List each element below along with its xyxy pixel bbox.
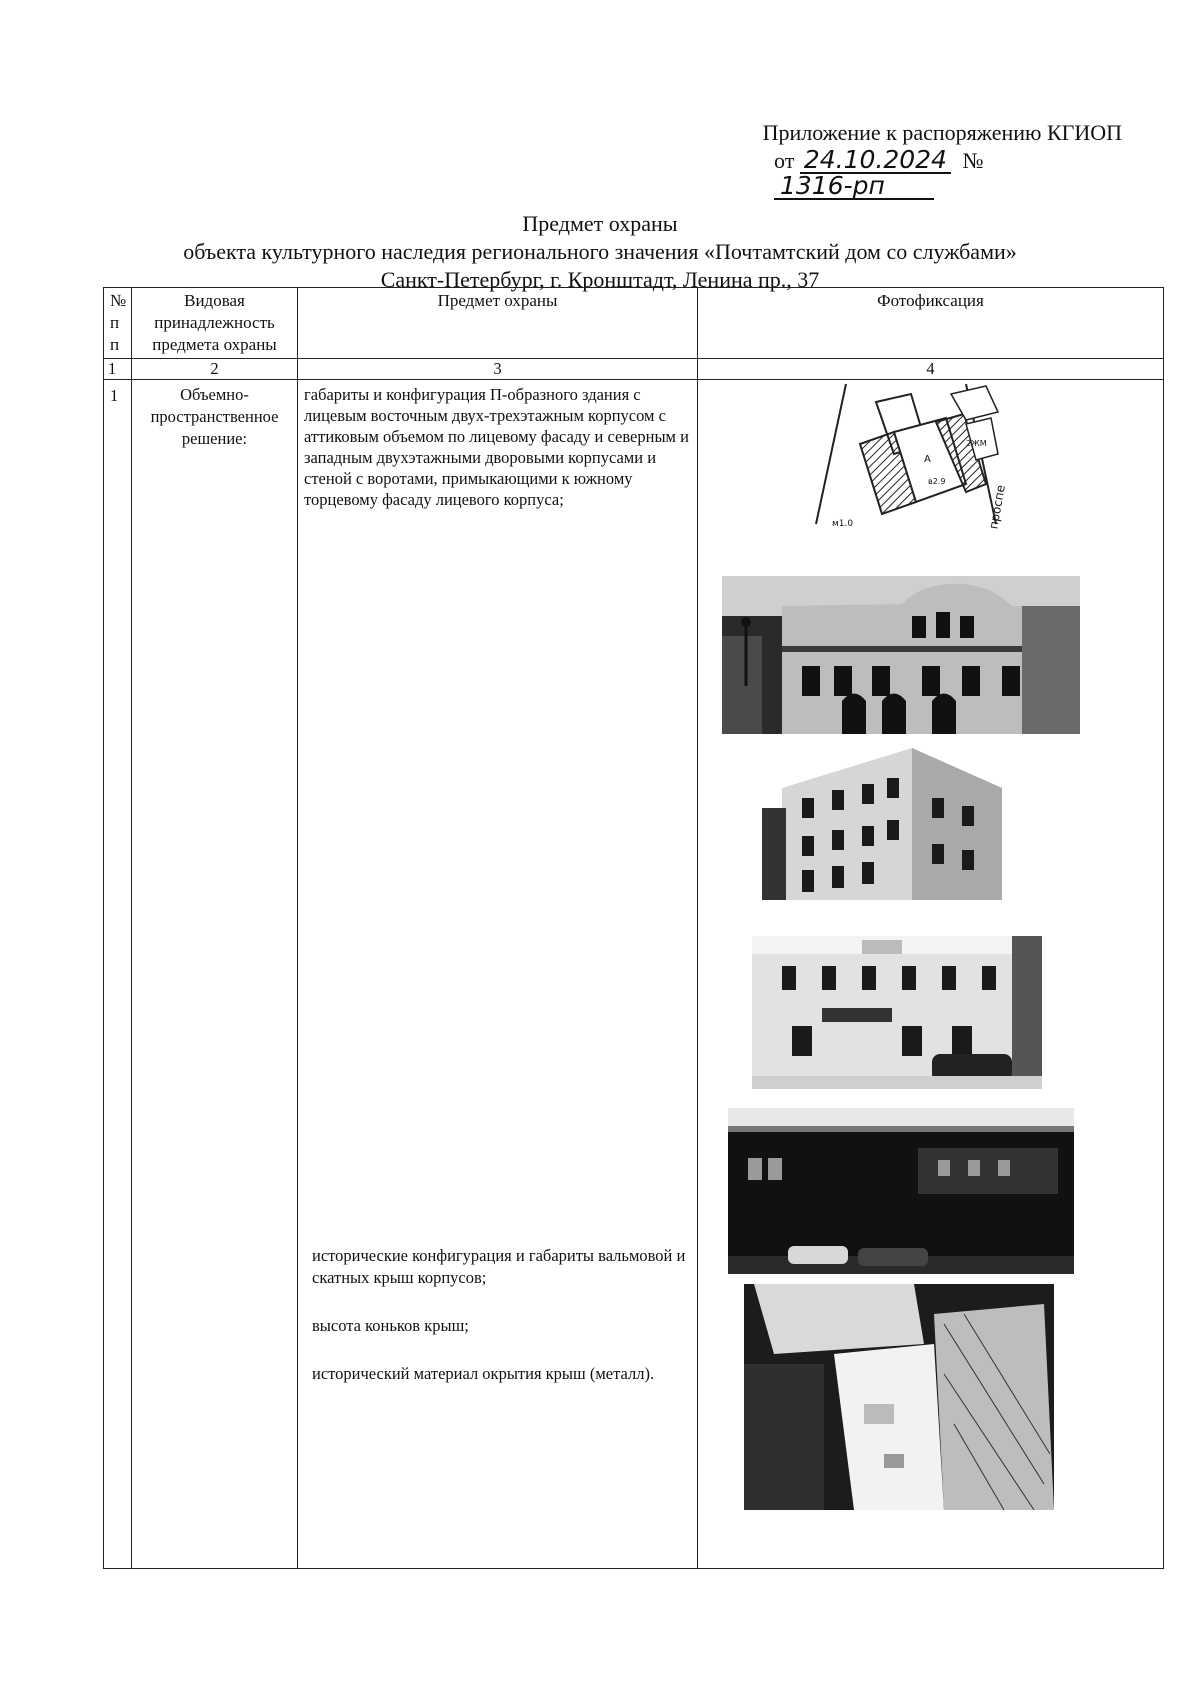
subject-ridge-height: высота коньков крыш; xyxy=(312,1316,469,1335)
plan-label-e: м1.0 xyxy=(832,519,854,529)
header-category-line1: Видовая xyxy=(184,291,245,310)
col-number-3: 3 xyxy=(298,359,698,380)
document-titles xyxy=(60,210,1140,294)
photo-dark-facade xyxy=(728,1108,1074,1274)
column-number-row xyxy=(104,359,1164,380)
from-label: от xyxy=(774,148,795,173)
header-category-line3: предмета охраны xyxy=(152,335,277,354)
subject-roof-material: исторический материал окрытия крыш (металл). xyxy=(312,1364,655,1383)
header-category xyxy=(132,288,298,359)
col-number-2: 2 xyxy=(132,359,298,380)
photo-site-plan xyxy=(816,384,1008,534)
photo-column xyxy=(698,380,1163,1560)
header-num xyxy=(104,288,132,359)
number-label: № xyxy=(962,148,984,173)
row-number: 1 xyxy=(104,380,132,1569)
col-number-1: 1 xyxy=(104,359,132,380)
category-line2: пространственное xyxy=(150,407,279,426)
order-number: 1316-рп xyxy=(774,174,934,200)
annex-date-number xyxy=(702,145,1122,200)
photo-aerial-roofs xyxy=(744,1284,1054,1510)
subject-roof-configuration: исторические конфигурация и габариты вальмовой и скатных крыш корпусов; xyxy=(312,1246,686,1287)
header-num-line1: № xyxy=(110,291,127,310)
header-num-line3: п xyxy=(110,335,120,354)
title-address: Санкт-Петербург, г. Кронштадт, Ленина пр., 37 xyxy=(380,267,820,292)
front-facade-image xyxy=(722,576,1080,734)
header-subject: Предмет охраны xyxy=(298,288,698,359)
row-subject xyxy=(298,380,698,1569)
table-row xyxy=(104,380,1164,1569)
subject-roofs-block xyxy=(304,1245,691,1385)
street-facade-image xyxy=(752,936,1042,1089)
title-object: объекта культурного наследия регионального значения «Почтамтский дом со службами» xyxy=(183,239,1017,264)
header-num-line2: п xyxy=(110,313,120,332)
annex-header xyxy=(702,120,1122,200)
aerial-roofs-image xyxy=(744,1284,1054,1510)
dark-facade-image xyxy=(728,1108,1074,1274)
plan-label-d: в2.9 xyxy=(928,477,946,486)
photo-street-facade xyxy=(752,936,1042,1089)
title-main: Предмет охраны xyxy=(522,211,678,236)
plan-label-a: А xyxy=(924,454,931,465)
annex-title: Приложение к распоряжению КГИОП xyxy=(762,120,1122,145)
row-photos xyxy=(698,380,1164,1569)
category-line3: решение: xyxy=(181,429,248,448)
header-photos: Фотофиксация xyxy=(698,288,1164,359)
header-category-line2: принадлежность xyxy=(154,313,275,332)
header-row xyxy=(104,288,1164,359)
col-number-4: 4 xyxy=(698,359,1164,380)
plan-label-c: проспе xyxy=(986,483,1008,531)
row-category xyxy=(132,380,298,1569)
order-date: 24.10.2024 xyxy=(800,148,951,174)
photo-front-facade xyxy=(722,576,1080,734)
category-line1: Объемно- xyxy=(180,385,249,404)
plan-label-b: 2ЖМ xyxy=(966,439,987,448)
photo-corner-building xyxy=(762,748,1012,900)
site-plan-image xyxy=(816,384,1008,534)
subject-dimensions: габариты и конфигурация П-образного здания с лицевым восточным двух-трехэтажным корпусом с аттиковым объемом по лицевому фасаду и северным и западным двухэтажными дворовыми корпусами и стеной с воротами, примыкающими к южному торцевому фасаду лицевого корпуса; xyxy=(304,385,689,509)
corner-building-image xyxy=(762,748,1012,900)
protection-table xyxy=(103,287,1164,1569)
